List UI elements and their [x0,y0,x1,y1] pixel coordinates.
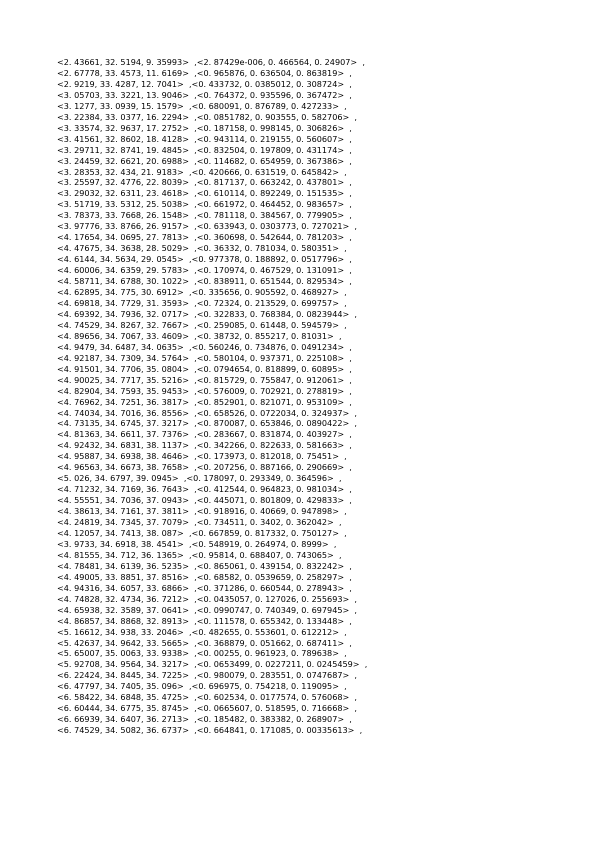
coordinate-line: <4. 71232, 34. 7169, 36. 7643> ,<0. 412544, 0. 964823, 0. 981034> , [57,484,352,495]
coordinate-line: <4. 12057, 34. 7413, 38. 087> ,<0. 667859, 0. 817332, 0. 750127> , [57,527,347,538]
coordinate-line: <4. 24819, 34. 7345, 37. 7079> ,<0. 734511, 0. 3402, 0. 362042> , [57,517,342,528]
coordinate-line: <5. 026, 34. 6797, 39. 0945> ,<0. 178097, 0. 293349, 0. 364596> , [57,473,342,484]
coordinate-line: <4. 95887, 34. 6938, 38. 4646> ,<0. 173973, 0. 812018, 0. 75451> , [57,451,347,462]
coordinate-line: <6. 47797, 34. 7405, 35. 096> ,<0. 696975, 0. 754218, 0. 119095> , [57,681,347,692]
coordinate-line: <4. 9479, 34. 6487, 34. 0635> ,<0. 560246, 0. 734876, 0. 0491234> , [57,341,352,352]
coordinate-line: <2. 9219, 33. 4287, 12. 7041> ,<0. 433732, 0. 0385012, 0. 308724> , [57,78,352,89]
coordinate-line: <3. 29711, 32. 8741, 19. 4845> ,<0. 832504, 0. 197809, 0. 431174> , [57,144,352,155]
coordinate-line: <4. 82904, 34. 7593, 35. 9453> ,<0. 576009, 0. 702921, 0. 278819> , [57,385,352,396]
coordinate-line: <3. 33574, 32. 9637, 17. 2752> ,<0. 187158, 0. 998145, 0. 306826> , [57,122,352,133]
coordinate-line: <4. 65938, 32. 3589, 37. 0641> ,<0. 0990747, 0. 740349, 0. 697945> , [57,604,357,615]
coordinate-line: <6. 66939, 34. 6407, 36. 2713> ,<0. 185482, 0. 383382, 0. 268907> , [57,714,352,725]
coordinate-line: <4. 47675, 34. 3638, 28. 5029> ,<0. 36332, 0. 781034, 0. 580351> , [57,243,347,254]
coordinate-line: <4. 58711, 34. 6788, 30. 1022> ,<0. 838911, 0. 651544, 0. 829534> , [57,276,352,287]
coordinate-line: <4. 38613, 34. 7161, 37. 3811> ,<0. 918916, 0. 40669, 0. 947898> , [57,506,347,517]
coordinate-line: <5. 16612, 34. 938, 33. 2046> ,<0. 482655, 0. 553601, 0. 612212> , [57,626,347,637]
coordinate-line: <4. 81555, 34. 712, 36. 1365> ,<0. 95814, 0. 688407, 0. 743065> , [57,549,342,560]
coordinate-line: <6. 58422, 34. 6848, 35. 4725> ,<0. 602534, 0. 0177574, 0. 576068> , [57,692,357,703]
coordinate-line: <4. 74529, 34. 8267, 32. 7667> ,<0. 259085, 0. 61448, 0. 594579> , [57,319,347,330]
coordinate-line: <4. 94316, 34. 6057, 33. 6866> ,<0. 371286, 0. 660544, 0. 278943> , [57,582,352,593]
coordinate-line: <6. 74529, 34. 5082, 36. 6737> ,<0. 664841, 0. 171085, 0. 00335613> , [57,725,363,736]
coordinate-line: <5. 92708, 34. 9564, 34. 3217> ,<0. 0653499, 0. 0227211, 0. 0245459> , [57,659,368,670]
coordinate-line: <3. 9733, 34. 6918, 38. 4541> ,<0. 548919, 0. 264974, 0. 8999> , [57,538,337,549]
coordinate-line: <3. 24459, 32. 6621, 20. 6988> ,<0. 114682, 0. 654959, 0. 367386> , [57,155,352,166]
coordinate-line: <3. 41561, 32. 8602, 18. 4128> ,<0. 943114, 0. 219155, 0. 560607> , [57,133,352,144]
coordinate-line: <3. 28353, 32. 434, 21. 9183> ,<0. 420666, 0. 631519, 0. 645842> , [57,166,347,177]
coordinate-line: <3. 51719, 33. 5312, 25. 5038> ,<0. 661972, 0. 464452, 0. 983657> , [57,199,352,210]
coordinate-line: <4. 86857, 34. 8868, 32. 8913> ,<0. 111578, 0. 655342, 0. 133448> , [57,615,352,626]
coordinate-line: <3. 78373, 33. 7668, 26. 1548> ,<0. 781118, 0. 384567, 0. 779905> , [57,210,352,221]
coordinate-line: <4. 74828, 32. 4734, 36. 7212> ,<0. 0435057, 0. 127026, 0. 255693> , [57,593,357,604]
coordinate-line: <5. 42637, 34. 9642, 33. 5665> ,<0. 368879, 0. 051662, 0. 687411> , [57,637,352,648]
coordinate-line: <4. 73135, 34. 6745, 37. 3217> ,<0. 870087, 0. 653846, 0. 0890422> , [57,418,357,429]
coordinate-list [57,57,367,736]
coordinate-line: <4. 96563, 34. 6673, 38. 7658> ,<0. 207256, 0. 887166, 0. 290669> , [57,462,352,473]
coordinate-line: <4. 76962, 34. 7251, 36. 3817> ,<0. 852901, 0. 821071, 0. 953109> , [57,396,352,407]
coordinate-line: <4. 89656, 34. 7067, 33. 4609> ,<0. 38732, 0. 855217, 0. 81031> , [57,330,342,341]
coordinate-line: <3. 25597, 32. 4776, 22. 8039> ,<0. 817137, 0. 663242, 0. 437801> , [57,177,352,188]
coordinate-line: <4. 92187, 34. 7309, 34. 5764> ,<0. 580104, 0. 937371, 0. 225108> , [57,352,352,363]
coordinate-line: <4. 69392, 34. 7936, 32. 0717> ,<0. 322833, 0. 768384, 0. 0823944> , [57,308,357,319]
coordinate-line: <4. 92432, 34. 6831, 38. 1137> ,<0. 342266, 0. 822633, 0. 581663> , [57,440,352,451]
coordinate-line: <3. 29032, 32. 6311, 23. 4618> ,<0. 610114, 0. 892249, 0. 151535> , [57,188,352,199]
coordinate-line: <4. 55551, 34. 7036, 37. 0943> ,<0. 445071, 0. 801809, 0. 429833> , [57,495,352,506]
coordinate-line: <3. 97776, 33. 8766, 26. 9157> ,<0. 633943, 0. 0303773, 0. 727021> , [57,221,357,232]
coordinate-line: <4. 62895, 34. 775, 30. 6912> ,<0. 335656, 0. 905592, 0. 468927> , [57,287,347,298]
coordinate-line: <5. 65007, 35. 0063, 33. 9338> ,<0. 00255, 0. 961923, 0. 789638> , [57,648,347,659]
coordinate-line: <4. 60006, 34. 6359, 29. 5783> ,<0. 170974, 0. 467529, 0. 131091> , [57,265,352,276]
coordinate-line: <4. 78481, 34. 6139, 36. 5235> ,<0. 865061, 0. 439154, 0. 832242> , [57,560,352,571]
coordinate-line: <4. 6144, 34. 5634, 29. 0545> ,<0. 977378, 0. 188892, 0. 0517796> , [57,254,352,265]
coordinate-line: <3. 05703, 33. 3221, 13. 9046> ,<0. 764372, 0. 935596, 0. 367472> , [57,89,352,100]
coordinate-line: <2. 43661, 32. 5194, 9. 35993> ,<2. 87429e-006, 0. 466564, 0. 24907> , [57,57,365,67]
coordinate-line: <2. 67778, 33. 4573, 11. 6169> ,<0. 965876, 0. 636504, 0. 863819> , [57,67,352,78]
coordinate-line: <3. 1277, 33. 0939, 15. 1579> ,<0. 680091, 0. 876789, 0. 427233> , [57,100,347,111]
coordinate-line: <4. 17654, 34. 0695, 27. 7813> ,<0. 360698, 0. 542644, 0. 781203> , [57,232,352,243]
coordinate-line: <4. 90025, 34. 7717, 35. 5216> ,<0. 815729, 0. 755847, 0. 912061> , [57,374,352,385]
coordinate-line: <6. 22424, 34. 8445, 34. 7225> ,<0. 980079, 0. 283551, 0. 0747687> , [57,670,357,681]
coordinate-line: <4. 69818, 34. 7729, 31. 3593> ,<0. 72324, 0. 213529, 0. 699757> , [57,297,347,308]
coordinate-line: <3. 22384, 33. 0377, 16. 2294> ,<0. 0851782, 0. 903555, 0. 582706> , [57,111,357,122]
coordinate-line: <6. 60444, 34. 6775, 35. 8745> ,<0. 0665607, 0. 518595, 0. 716668> , [57,703,357,714]
coordinate-line: <4. 81363, 34. 6611, 37. 7376> ,<0. 283667, 0. 831874, 0. 403927> , [57,429,352,440]
coordinate-line: <4. 74034, 34. 7016, 36. 8556> ,<0. 658526, 0. 0722034, 0. 324937> , [57,407,357,418]
coordinate-line: <4. 91501, 34. 7706, 35. 0804> ,<0. 0794654, 0. 818899, 0. 60895> , [57,363,352,374]
coordinate-line: <4. 49005, 33. 8851, 37. 8516> ,<0. 68582, 0. 0539659, 0. 258297> , [57,571,352,582]
